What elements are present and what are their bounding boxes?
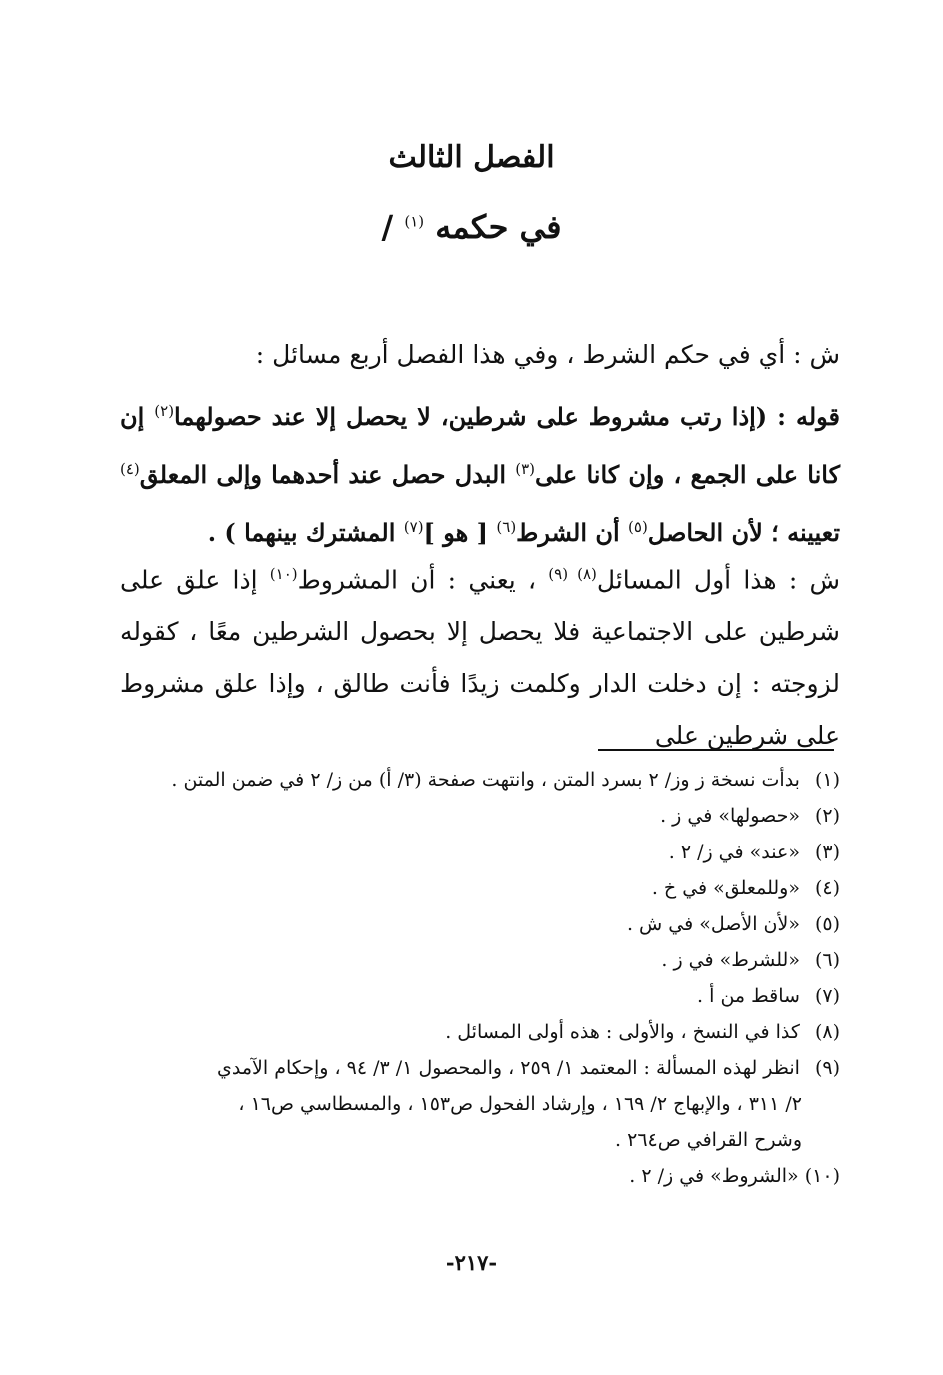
quote-text: أن الشرط: [516, 518, 629, 547]
footnote-ref: (١): [404, 212, 425, 231]
footnote: [120, 906, 840, 942]
footnote-ref: (٤): [120, 460, 140, 478]
commentary-text: ، يعني : أن المشروط: [297, 565, 549, 595]
footnote-ref: (١٠): [269, 565, 298, 583]
quote-text: إن كانا على الجمع ، وإن كانا على: [120, 402, 840, 489]
subtitle-text: في حكمه: [435, 208, 562, 246]
footnote-number: (٢): [814, 805, 840, 827]
footnote: [120, 762, 840, 798]
footnote-ref: (٣): [515, 460, 535, 478]
commentary-paragraph-2: [120, 548, 840, 762]
page-number: -٢١٧-: [445, 1250, 498, 1275]
commentary-paragraph-1: ش : أي في حكم الشرط ، وفي هذا الفصل أربع مسائل :: [255, 340, 840, 369]
footnote-number: (٩): [814, 1057, 840, 1079]
footnotes: [120, 762, 840, 1194]
footnote-ref: (٥): [628, 518, 648, 536]
footnote-number: (٨): [814, 1021, 840, 1043]
footnote-number: (٣): [814, 841, 840, 863]
footnote-continuation: وشرح القرافي ص٢٦٤ .: [615, 1129, 802, 1151]
footnote-text: «عند» في ز/ ٢ .: [668, 841, 800, 863]
footnote-number: (١): [814, 769, 840, 791]
footnote-text: «وللمعلق» في خ .: [651, 877, 800, 899]
footnote-ref: (٧): [403, 518, 424, 536]
footnote-number: (٧): [814, 985, 840, 1007]
footnote-ref: (٨) (٩): [548, 565, 597, 583]
footnote-text: ساقط من أ .: [697, 985, 800, 1007]
footnote-divider: [598, 749, 834, 751]
footnote: [120, 1158, 840, 1194]
footnote-text: «الشروط» في ز/ ٢ .: [629, 1165, 799, 1187]
footnote-text: بدأت نسخة ز وز/ ٢ بسرد المتن ، وانتهت صفحة (٣/ أ) من ز/ ٢ في ضمن المتن .: [171, 769, 800, 791]
footnote-continuation: ٢/ ٣١١ ، والإبهاج ٢/ ١٦٩ ، وإرشاد الفحول ص١٥٣ ، والمسطاسي ص١٦ ،: [238, 1093, 802, 1115]
footnote-text: «حصولها» في ز .: [660, 805, 800, 827]
quote-text: البدل حصل عند أحدهما وإلى المعلق: [139, 460, 516, 489]
commentary-text: إذا علق على شرطين على الاجتماعية فلا يحصل إلا بحصول الشرطين معًا ، كقوله لزوجته : إن دخلت الدار وكلمت زيدًا فأنت طالق ، وإذا علق مشروط على شرطين على: [120, 565, 840, 751]
footnote-number: (٤): [814, 877, 840, 899]
footnote-text: كذا في النسخ ، والأولى : هذه أولى المسائل .: [445, 1021, 800, 1043]
footnote-number: (٥): [814, 913, 840, 935]
quote-text: تعيينه ؛ لأن الحاصل: [647, 518, 840, 547]
footnote-number: (١٠): [804, 1165, 840, 1187]
footnote-text: «لأن الأصل» في ش .: [626, 913, 800, 935]
chapter-subtitle: [0, 208, 943, 246]
footnote-text: انظر لهذه المسألة : المعتمد ١/ ٢٥٩ ، والمحصول ١/ ٣/ ٩٤ ، وإحكام الآمدي: [217, 1057, 800, 1079]
chapter-title: الفصل الثالث: [388, 140, 555, 175]
quoted-text-paragraph: [120, 385, 840, 559]
footnote: [120, 1014, 840, 1050]
quote-text: [ هو ]: [423, 518, 497, 547]
quote-text: قوله : (إذا رتب مشروط على شرطين، لا يحصل إلا عند حصولهما: [174, 402, 841, 431]
footnote-text: «للشرط» في ز .: [661, 949, 800, 971]
footnote: [120, 978, 840, 1014]
footnote: [120, 870, 840, 906]
footnote-number: (٦): [814, 949, 840, 971]
quote-text: المشترك بينهما ) .: [207, 518, 404, 547]
footnote-ref: (٢): [154, 402, 175, 420]
commentary-text: ش : هذا أول المسائل: [596, 565, 840, 595]
footnote: [120, 834, 840, 870]
footnote: [120, 798, 840, 834]
footnote: [120, 1050, 840, 1086]
footnote: [120, 942, 840, 978]
subtitle-mark: /: [381, 208, 394, 246]
footnote-ref: (٦): [496, 518, 517, 536]
